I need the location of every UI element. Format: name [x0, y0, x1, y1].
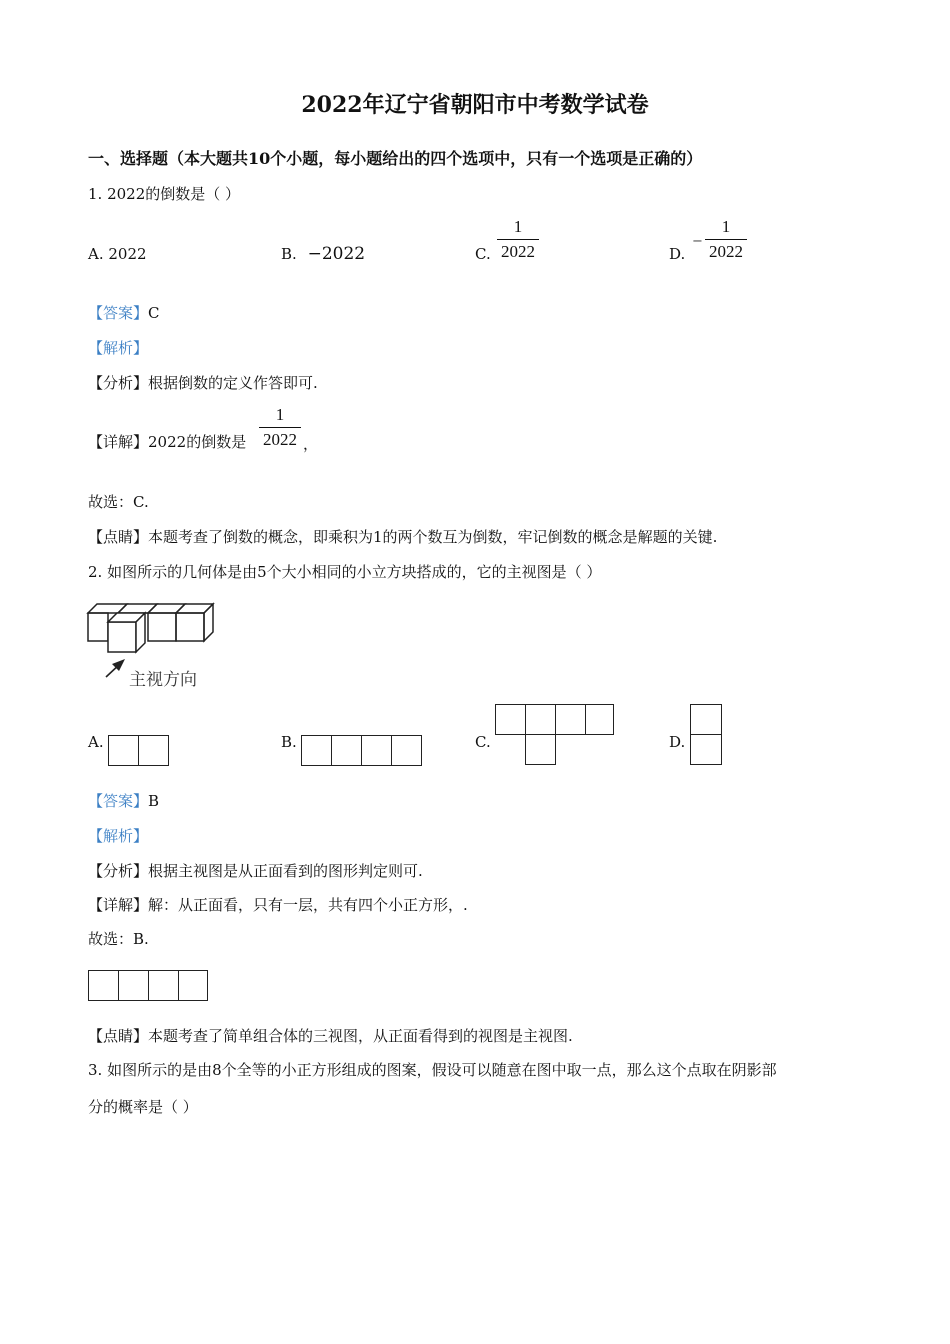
option-value: 2022	[108, 245, 147, 263]
numerator: 1	[513, 217, 523, 236]
q1-choose: 故选：C.	[88, 493, 149, 511]
q1-option-c-fraction	[497, 217, 539, 262]
back-cube-face	[88, 613, 108, 641]
unit-square	[525, 734, 556, 765]
denominator: 2022	[501, 242, 535, 261]
detail-tag: 【详解】	[88, 433, 149, 451]
q2-stem: 2. 如图所示的几何体是由5个大小相同的小立方块搭成的，它的主视图是（ ）	[88, 563, 602, 581]
q2-choose: 故选：B.	[88, 930, 149, 948]
q1-option-a	[88, 244, 147, 264]
q1-option-d-letter: D.	[669, 245, 686, 263]
option-letter: B.	[281, 245, 297, 263]
fenxi-text: 根据主视图是从正面看到的图形判定则可.	[148, 862, 423, 880]
q2-option-c-letter: C.	[475, 733, 491, 751]
q2-option-b-letter: B.	[281, 733, 297, 751]
unit-square	[585, 704, 614, 735]
right-cube-face-1	[148, 613, 176, 641]
q2-direction-label: 主视方向	[129, 670, 197, 690]
q2-fenxi	[88, 861, 423, 881]
q1-option-d-fraction	[705, 217, 747, 262]
q1-analysis-tag: 【解析】	[88, 339, 149, 357]
q1-fenxi	[88, 373, 318, 393]
top-face-2	[118, 604, 157, 613]
q1-answer	[88, 303, 160, 323]
denominator: 2022	[263, 430, 297, 449]
answer-value: B	[148, 792, 160, 810]
option-value: −2022	[307, 244, 366, 264]
q1-detail	[88, 432, 246, 452]
unit-square	[690, 704, 722, 735]
unit-square	[525, 704, 556, 735]
q1-comment	[88, 527, 717, 547]
q2-comment	[88, 1026, 573, 1046]
numerator: 1	[275, 405, 285, 424]
unit-square	[391, 735, 422, 766]
fraction-bar	[497, 239, 539, 240]
front-cube-face	[108, 622, 136, 652]
q2-option-a-letter: A.	[88, 733, 104, 751]
denominator: 2022	[709, 242, 743, 261]
page-title: 2022年辽宁省朝阳市中考数学试卷	[301, 92, 649, 118]
unit-square	[118, 970, 149, 1001]
q2-option-d-letter: D.	[669, 733, 686, 751]
q1-option-d-sign: −	[692, 234, 703, 249]
unit-square	[555, 704, 586, 735]
side-face	[204, 604, 213, 641]
unit-square	[138, 735, 169, 766]
q2-analysis-tag: 【解析】	[88, 827, 149, 845]
unit-square	[148, 970, 179, 1001]
answer-tag: 【答案】	[88, 792, 149, 810]
q1-detail-fraction	[259, 405, 301, 450]
top-face-4	[176, 604, 213, 613]
fenxi-tag: 【分析】	[88, 862, 149, 880]
q1-option-b	[281, 244, 365, 264]
front-cube-top	[108, 613, 145, 622]
unit-square	[331, 735, 362, 766]
direction-arrow-icon	[106, 659, 125, 677]
numerator: 1	[721, 217, 731, 236]
comment-text: 本题考查了简单组合体的三视图，从正面看得到的视图是主视图.	[148, 1027, 573, 1045]
comment-tag: 【点睛】	[88, 528, 149, 546]
right-cube-face-2	[176, 613, 204, 641]
q1-detail-suffix: ，	[303, 435, 319, 453]
unit-square	[495, 704, 526, 735]
q2-detail	[88, 895, 468, 915]
q1-option-c-letter: C.	[475, 245, 491, 263]
section-heading: 一、选择题（本大题共10个小题，每小题给出的四个选项中，只有一个选项是正确的）	[88, 149, 703, 168]
detail-text: 2022的倒数是	[148, 433, 247, 451]
unit-square	[108, 735, 139, 766]
top-face-1	[88, 604, 127, 613]
detail-tag: 【详解】	[88, 896, 149, 914]
fraction-bar	[259, 427, 301, 428]
unit-square	[178, 970, 208, 1001]
top-face-3	[148, 604, 185, 613]
comment-tag: 【点睛】	[88, 1027, 149, 1045]
q3-stem-line2: 分的概率是（ ）	[88, 1098, 198, 1116]
option-letter: A.	[88, 245, 104, 263]
q1-stem: 1. 2022的倒数是（ ）	[88, 185, 241, 203]
unit-square	[88, 970, 119, 1001]
fenxi-text: 根据倒数的定义作答即可.	[148, 374, 318, 392]
fraction-bar	[705, 239, 747, 240]
unit-square	[301, 735, 332, 766]
comment-text: 本题考查了倒数的概念，即乘积为1的两个数互为倒数，牢记倒数的概念是解题的关键.	[148, 528, 718, 546]
unit-square	[690, 734, 722, 765]
unit-square	[361, 735, 392, 766]
fenxi-tag: 【分析】	[88, 374, 149, 392]
answer-tag: 【答案】	[88, 304, 149, 322]
front-cube-side	[136, 613, 145, 652]
q2-answer	[88, 791, 159, 811]
q3-stem-line1: 3. 如图所示的是由8个全等的小正方形组成的图案，假设可以随意在图中取一点，那么这个点取在阴影部	[88, 1061, 777, 1079]
detail-text: 解：从正面看，只有一层，共有四个小正方形，.	[148, 896, 468, 914]
answer-value: C	[148, 304, 160, 322]
